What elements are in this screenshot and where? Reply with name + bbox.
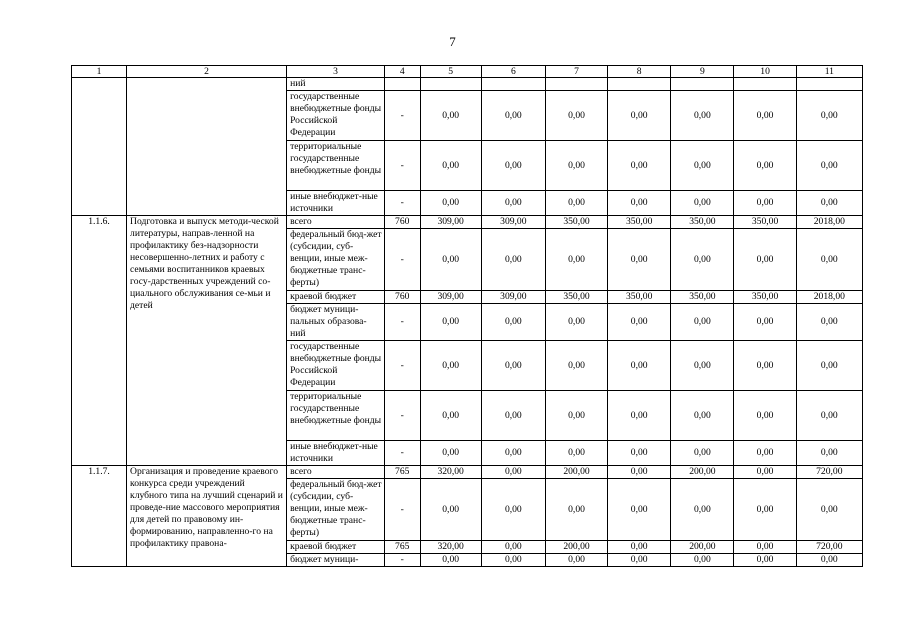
value-cell: 0,00 — [481, 441, 545, 466]
value-cell: 0,00 — [796, 341, 862, 391]
value-cell: 0,00 — [420, 141, 481, 191]
value-cell: 0,00 — [420, 229, 481, 291]
column-number-row — [72, 66, 863, 78]
value-cell: 2018,00 — [796, 216, 862, 229]
table-body — [72, 66, 863, 567]
value-cell: 0,00 — [734, 229, 796, 291]
value-cell: 0,00 — [420, 191, 481, 216]
column-header: 3 — [287, 66, 385, 78]
value-cell: - — [384, 91, 420, 141]
value-cell: 0,00 — [671, 191, 734, 216]
funding-source: территориальные государственные внебюджетные фонды — [287, 141, 385, 191]
value-cell: 0,00 — [420, 304, 481, 341]
value-cell: 0,00 — [545, 229, 607, 291]
value-cell: 0,00 — [796, 304, 862, 341]
value-cell: 200,00 — [545, 541, 607, 554]
value-cell: 0,00 — [796, 229, 862, 291]
funding-source: государственные внебюджетные фонды Российской Федерации — [287, 341, 385, 391]
value-cell: 0,00 — [420, 554, 481, 567]
value-cell — [384, 78, 420, 91]
funding-source: всего — [287, 466, 385, 479]
column-header: 7 — [545, 66, 607, 78]
value-cell: 350,00 — [545, 291, 607, 304]
value-cell: 0,00 — [734, 191, 796, 216]
value-cell: 2018,00 — [796, 291, 862, 304]
value-cell: - — [384, 554, 420, 567]
value-cell: 309,00 — [481, 291, 545, 304]
value-cell: 350,00 — [671, 216, 734, 229]
value-cell: 309,00 — [420, 216, 481, 229]
value-cell: 0,00 — [608, 541, 671, 554]
value-cell — [734, 78, 796, 91]
value-cell: 0,00 — [481, 91, 545, 141]
value-cell: 0,00 — [671, 554, 734, 567]
funding-source: краевой бюджет — [287, 291, 385, 304]
value-cell: - — [384, 141, 420, 191]
value-cell: 0,00 — [608, 441, 671, 466]
value-cell: 0,00 — [481, 229, 545, 291]
value-cell: 0,00 — [481, 191, 545, 216]
value-cell: 200,00 — [671, 541, 734, 554]
value-cell: 0,00 — [545, 191, 607, 216]
value-cell: 0,00 — [796, 441, 862, 466]
funding-source: всего — [287, 216, 385, 229]
value-cell — [608, 78, 671, 91]
column-header: 8 — [608, 66, 671, 78]
value-cell: 0,00 — [481, 391, 545, 441]
column-header: 10 — [734, 66, 796, 78]
value-cell: 0,00 — [545, 91, 607, 141]
value-cell: 350,00 — [608, 291, 671, 304]
column-header: 1 — [72, 66, 127, 78]
value-cell: 0,00 — [420, 341, 481, 391]
value-cell: 0,00 — [481, 466, 545, 479]
value-cell: - — [384, 441, 420, 466]
column-header: 4 — [384, 66, 420, 78]
value-cell: 0,00 — [671, 141, 734, 191]
value-cell: 0,00 — [481, 479, 545, 541]
funding-source: бюджет муници- — [287, 554, 385, 567]
value-cell — [481, 78, 545, 91]
value-cell: 0,00 — [608, 391, 671, 441]
value-cell: 320,00 — [420, 541, 481, 554]
value-cell: 0,00 — [671, 391, 734, 441]
name-cell — [127, 78, 287, 216]
value-cell: - — [384, 229, 420, 291]
value-cell: - — [384, 341, 420, 391]
value-cell: 0,00 — [545, 441, 607, 466]
value-cell: 0,00 — [481, 141, 545, 191]
value-cell: 765 — [384, 466, 420, 479]
value-cell: 0,00 — [734, 141, 796, 191]
value-cell: - — [384, 191, 420, 216]
value-cell — [420, 78, 481, 91]
value-cell: 0,00 — [545, 391, 607, 441]
value-cell: 0,00 — [734, 304, 796, 341]
table-row — [72, 466, 863, 479]
value-cell: 760 — [384, 291, 420, 304]
funding-source: федеральный бюд-жет (субсидии, суб-венции, иные меж-бюджетные транс-ферты) — [287, 229, 385, 291]
value-cell — [671, 78, 734, 91]
value-cell: 0,00 — [420, 441, 481, 466]
value-cell: 0,00 — [481, 304, 545, 341]
value-cell: 0,00 — [796, 479, 862, 541]
column-header: 11 — [796, 66, 862, 78]
funding-source: бюджет муници-пальных образова-ний — [287, 304, 385, 341]
funding-source: иные внебюджет-ные источники — [287, 441, 385, 466]
item-code: 1.1.6. — [72, 216, 127, 466]
funding-source: ний — [287, 78, 385, 91]
value-cell: 350,00 — [545, 216, 607, 229]
budget-table — [71, 65, 863, 567]
item-name: Подготовка и выпуск методи-ческой литературы, направ-ленной на профилактику без-надзорности несовершенно-летних и работу с семьями воспитанников краевых госу-дарственных учреждений со-циального обслуживания се-мьи и детей — [127, 216, 287, 466]
value-cell: 0,00 — [671, 341, 734, 391]
value-cell: 0,00 — [671, 479, 734, 541]
value-cell: 0,00 — [481, 341, 545, 391]
funding-source: федеральный бюд-жет (субсидии, суб-венции, иные меж-бюджетные транс-ферты) — [287, 479, 385, 541]
value-cell: 0,00 — [420, 91, 481, 141]
funding-source: территориальные государственные внебюджетные фонды — [287, 391, 385, 441]
value-cell: 0,00 — [608, 304, 671, 341]
value-cell: - — [384, 304, 420, 341]
value-cell: 720,00 — [796, 466, 862, 479]
value-cell: 0,00 — [545, 304, 607, 341]
value-cell: 0,00 — [796, 141, 862, 191]
value-cell: 309,00 — [420, 291, 481, 304]
value-cell: 0,00 — [734, 466, 796, 479]
funding-source: иные внебюджет-ные источники — [287, 191, 385, 216]
value-cell: 0,00 — [734, 479, 796, 541]
value-cell: 0,00 — [420, 391, 481, 441]
item-name: Организация и проведение краевого конкурса среди учреждений клубного типа на лучший сценарий и проведе-ние массового мероприятия для детей по правовому ин-формированию, направленно-го на профилактику правона- — [127, 466, 287, 567]
value-cell: 0,00 — [796, 554, 862, 567]
value-cell: 0,00 — [734, 554, 796, 567]
value-cell: 0,00 — [608, 341, 671, 391]
value-cell: 0,00 — [420, 479, 481, 541]
value-cell: 0,00 — [671, 441, 734, 466]
value-cell: 350,00 — [671, 291, 734, 304]
value-cell: 0,00 — [481, 554, 545, 567]
value-cell: 0,00 — [671, 229, 734, 291]
column-header: 9 — [671, 66, 734, 78]
value-cell: - — [384, 479, 420, 541]
value-cell: 0,00 — [481, 541, 545, 554]
value-cell: 0,00 — [734, 441, 796, 466]
value-cell: 0,00 — [734, 541, 796, 554]
value-cell: 0,00 — [796, 91, 862, 141]
funding-source: краевой бюджет — [287, 541, 385, 554]
page-number: 7 — [449, 34, 456, 49]
value-cell: 0,00 — [608, 466, 671, 479]
value-cell: 350,00 — [734, 216, 796, 229]
value-cell: 765 — [384, 541, 420, 554]
value-cell: 0,00 — [545, 141, 607, 191]
value-cell: 0,00 — [734, 391, 796, 441]
column-header: 6 — [481, 66, 545, 78]
value-cell: 350,00 — [734, 291, 796, 304]
value-cell: 0,00 — [545, 554, 607, 567]
value-cell: - — [384, 391, 420, 441]
value-cell: 0,00 — [734, 91, 796, 141]
value-cell: 0,00 — [608, 191, 671, 216]
value-cell: 320,00 — [420, 466, 481, 479]
value-cell: 720,00 — [796, 541, 862, 554]
value-cell: 200,00 — [545, 466, 607, 479]
value-cell: 0,00 — [608, 91, 671, 141]
item-code: 1.1.7. — [72, 466, 127, 567]
table-row — [72, 78, 863, 91]
value-cell: 0,00 — [608, 554, 671, 567]
value-cell: 350,00 — [608, 216, 671, 229]
column-header: 5 — [420, 66, 481, 78]
value-cell: 0,00 — [608, 229, 671, 291]
value-cell: 309,00 — [481, 216, 545, 229]
value-cell: 200,00 — [671, 466, 734, 479]
value-cell: 0,00 — [796, 391, 862, 441]
code-cell — [72, 78, 127, 216]
value-cell: 0,00 — [671, 304, 734, 341]
value-cell: 0,00 — [545, 341, 607, 391]
value-cell — [545, 78, 607, 91]
value-cell: 0,00 — [545, 479, 607, 541]
value-cell — [796, 78, 862, 91]
funding-source: государственные внебюджетные фонды Российской Федерации — [287, 91, 385, 141]
value-cell: 760 — [384, 216, 420, 229]
value-cell: 0,00 — [608, 479, 671, 541]
value-cell: 0,00 — [734, 341, 796, 391]
value-cell: 0,00 — [671, 91, 734, 141]
value-cell: 0,00 — [796, 191, 862, 216]
table-row — [72, 216, 863, 229]
value-cell: 0,00 — [608, 141, 671, 191]
column-header: 2 — [127, 66, 287, 78]
